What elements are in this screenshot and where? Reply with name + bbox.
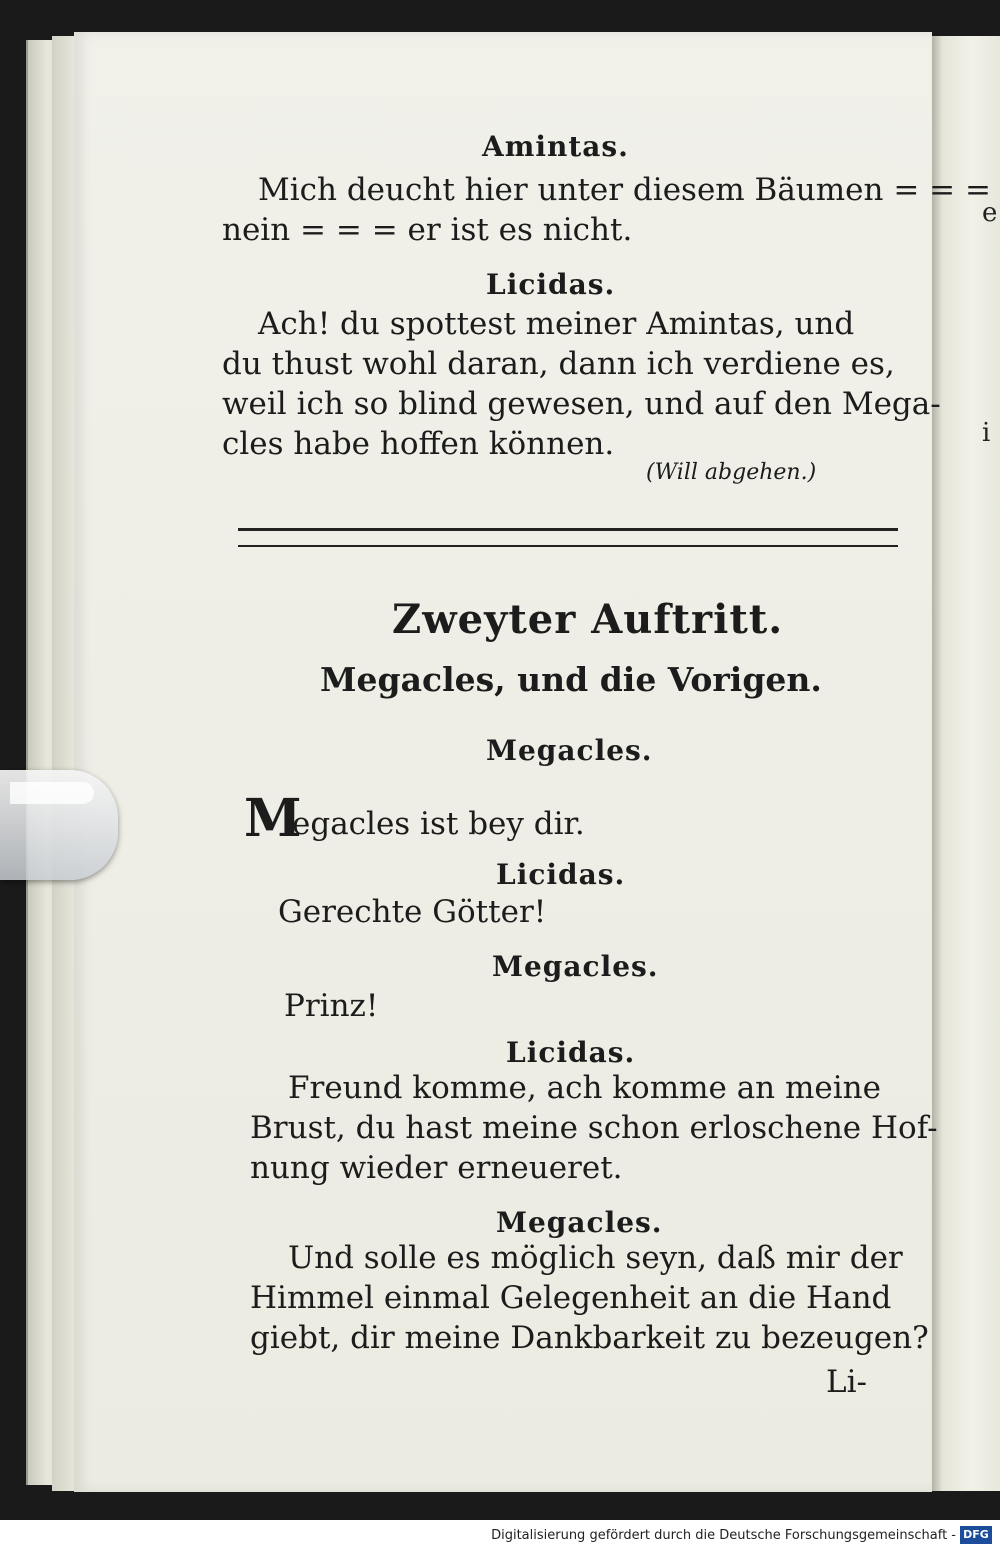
text-line: Freund komme, ach komme an meine <box>288 1070 881 1106</box>
text-line: Gerechte Götter! <box>278 894 547 930</box>
speaker-licidas: Licidas. <box>506 1036 636 1069</box>
catchword: Li- <box>826 1364 867 1400</box>
text-line: nung wieder erneueret. <box>250 1150 623 1186</box>
stage-direction: (Will abgehen.) <box>646 460 817 485</box>
speaker-megacles: Megacles. <box>492 950 659 983</box>
text-line: Mich deucht hier unter diesem Bäumen = = = <box>258 172 991 208</box>
facing-page <box>930 36 1000 1491</box>
facing-page-fragment: i <box>982 418 991 448</box>
text-line: cles habe hoffen können. <box>222 426 615 462</box>
text-line: giebt, dir meine Dankbarkeit zu bezeugen? <box>250 1320 929 1356</box>
text-line: Prinz! <box>284 988 379 1024</box>
dfg-logo-icon: DFG <box>960 1526 992 1544</box>
speaker-amintas: Amintas. <box>482 130 629 163</box>
text-line: Brust, du hast meine schon erloschene Hof- <box>250 1110 938 1146</box>
double-rule-bottom <box>238 545 898 547</box>
speaker-megacles: Megacles. <box>496 1206 663 1239</box>
text-line: Himmel einmal Gelegenheit an die Hand <box>250 1280 892 1316</box>
speaker-licidas: Licidas. <box>486 268 616 301</box>
text-line: Und solle es möglich seyn, daß mir der <box>288 1240 903 1276</box>
text-line: nein = = = er ist es nicht. <box>222 212 633 248</box>
facing-page-fragment: e <box>982 198 998 228</box>
text-line: egacles ist bey dir. <box>292 806 585 842</box>
speaker-licidas: Licidas. <box>496 858 626 891</box>
clip-shine <box>10 782 94 804</box>
text-line: weil ich so blind gewesen, und auf den Mega- <box>222 386 941 422</box>
text-line: Ach! du spottest meiner Amintas, und <box>258 306 855 342</box>
plastic-clip <box>0 770 118 880</box>
text-line: du thust wohl daran, dann ich verdiene es, <box>222 346 895 382</box>
footer-bar <box>0 1520 1000 1551</box>
scene-characters: Megacles, und die Vorigen. <box>320 660 822 699</box>
speaker-megacles: Megacles. <box>486 734 653 767</box>
funding-notice: Digitalisierung gefördert durch die Deutsche Forschungsgemeinschaft - <box>491 1528 956 1543</box>
drop-cap: M <box>244 788 302 849</box>
double-rule-top <box>238 528 898 531</box>
scene-heading: Zweyter Auftritt. <box>392 596 784 643</box>
